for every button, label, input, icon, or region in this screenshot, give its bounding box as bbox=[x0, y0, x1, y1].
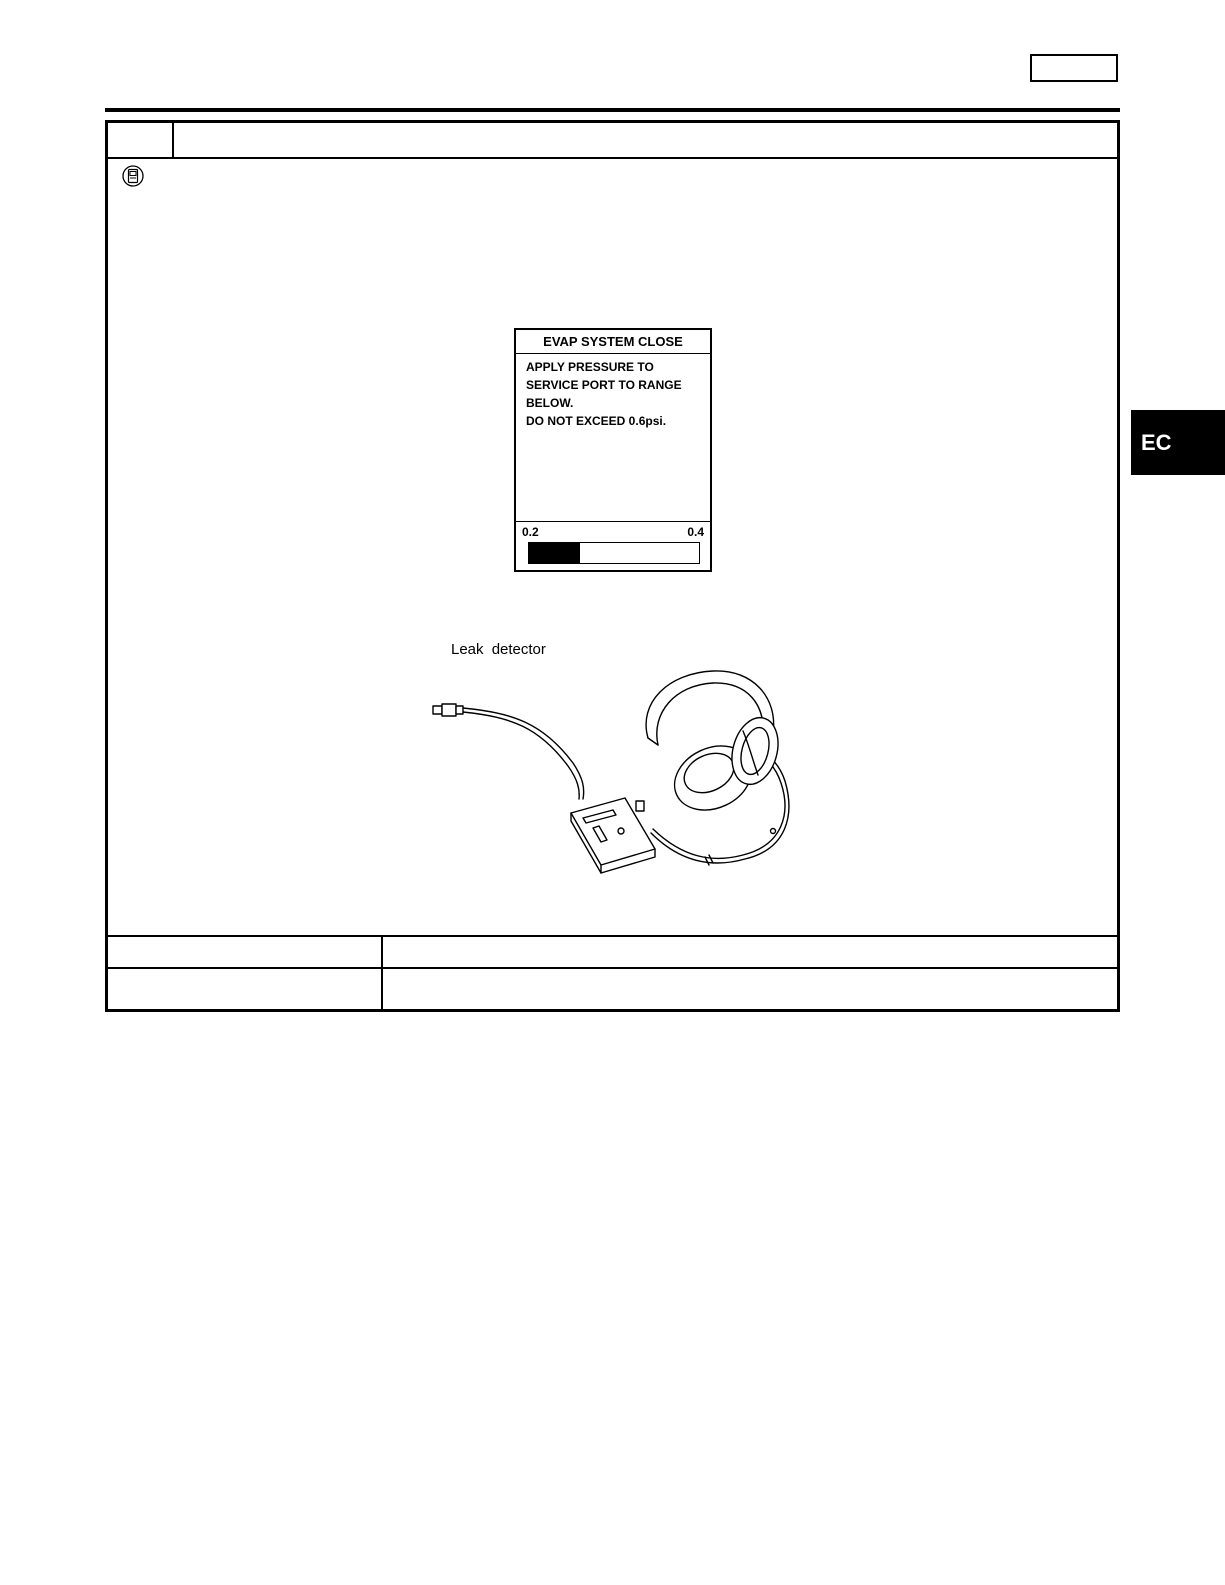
consult-screen bbox=[514, 328, 712, 572]
pressure-gauge bbox=[528, 542, 700, 564]
consult-icon bbox=[122, 165, 144, 187]
scale-max-label: 0.4 bbox=[687, 525, 704, 539]
screen-message-line: DO NOT EXCEED 0.6psi. bbox=[526, 414, 667, 428]
ng-row bbox=[108, 967, 1117, 1009]
leak-detector-illustration bbox=[413, 653, 813, 878]
ok-row bbox=[108, 935, 1117, 967]
leak-detector-label: Leak detector bbox=[451, 641, 546, 658]
screen-title: EVAP SYSTEM CLOSE bbox=[516, 330, 710, 354]
page-reference-box bbox=[1030, 54, 1118, 82]
step-number-cell bbox=[108, 123, 174, 157]
ng-row-divider bbox=[381, 969, 383, 1009]
screen-message bbox=[526, 358, 706, 430]
header-rule bbox=[105, 108, 1120, 112]
scale-min-label: 0.2 bbox=[522, 525, 539, 539]
section-tab-ec: EC bbox=[1131, 410, 1225, 475]
ok-row-divider bbox=[381, 937, 383, 967]
screen-message-line: APPLY PRESSURE TO bbox=[526, 360, 654, 374]
step-header-row bbox=[108, 123, 1117, 159]
pressure-gauge-fill bbox=[529, 543, 580, 563]
procedure-table bbox=[105, 120, 1120, 1012]
screen-divider bbox=[516, 521, 710, 522]
screen-message-line: SERVICE PORT TO RANGE bbox=[526, 378, 682, 392]
screen-message-line: BELOW. bbox=[526, 396, 574, 410]
